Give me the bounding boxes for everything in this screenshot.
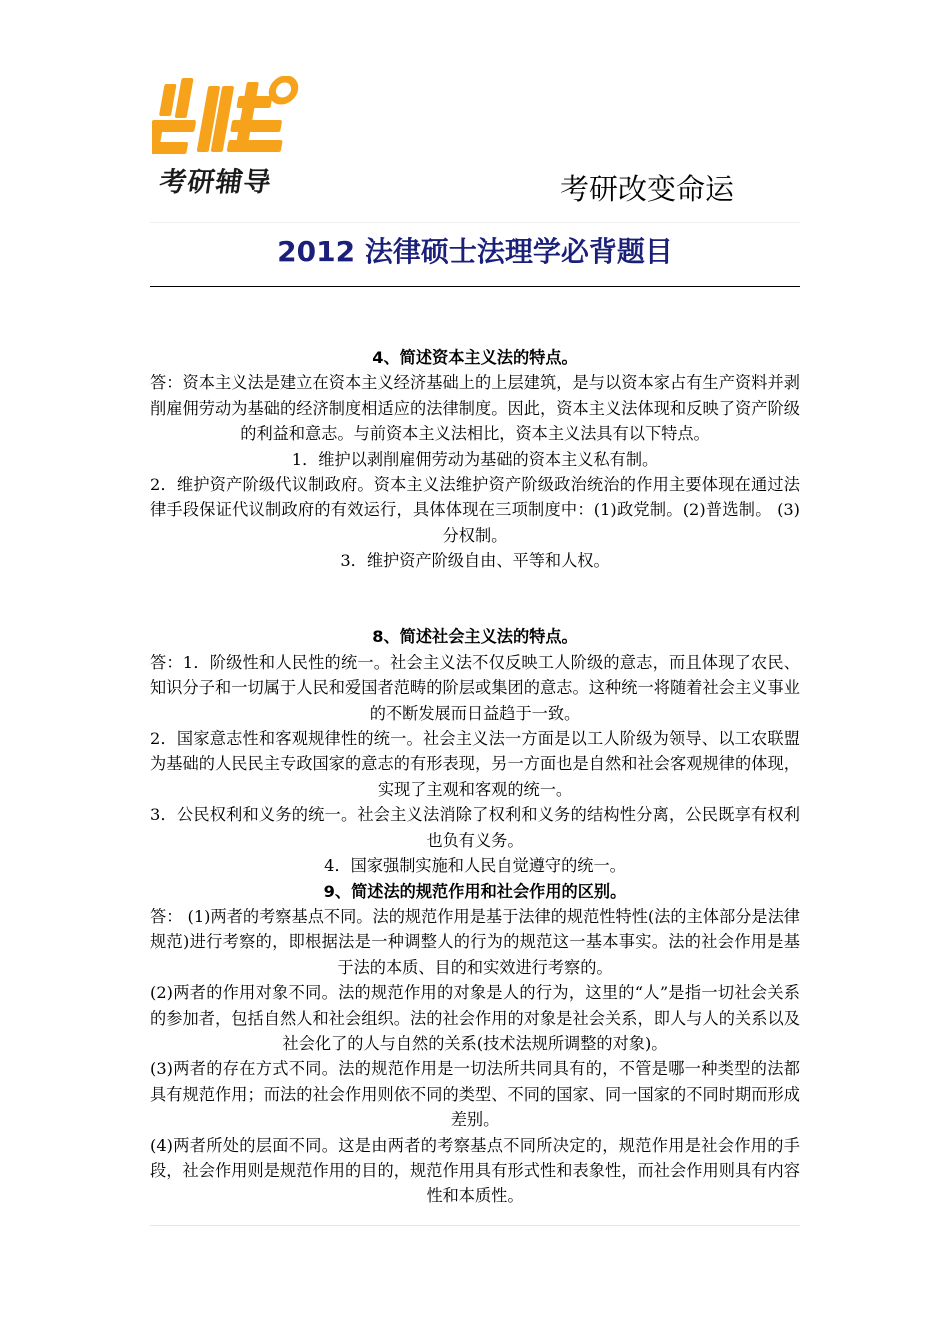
document-title: 2012 法律硕士法理学必背题目 (277, 235, 673, 268)
paragraph: (4)两者所处的层面不同。这是由两者的考察基点不同所决定的，规范作用是社会作用的手段，社会作用则是规范作用的目的，规范作用具有形式性和表象性，而社会作用则具有内容性和本质性。 (150, 1135, 800, 1206)
section-heading: 9、简述法的规范作用和社会作用的区别。 (323, 881, 627, 901)
paragraph: 3．公民权利和义务的统一。社会主义法消除了权利和义务的结构性分离，公民既享有权利也负有义务。 (150, 805, 800, 850)
section-heading: 4、简述资本主义法的特点。 (372, 348, 578, 367)
paragraph: 2．维护资产阶级代议制政府。资本主义法维护资产阶级政治统治的作用主要体现在通过法律手段保证代议制政府的有效运行，具体体现在三项制度中：(1)政党制。(2)普选制。 (3)分权制。 (150, 475, 800, 545)
paragraph: 4．国家强制实施和人民自觉遵守的统一。 (324, 856, 626, 876)
paragraph: 答： (1)两者的考察基点不同。法的规范作用是基于法律的规范性特性(法的主体部分是法律规范)进行考察的，即根据法是一种调整人的行为的规范这一基本事实。法的社会作用是基于法的本质、目的和实效进行考察的。 (150, 906, 800, 977)
paragraph: 答：资本主义法是建立在资本主义经济基础上的上层建筑，是与以资本家占有生产资料并剥削雇佣劳动为基础的经济制度相适应的法律制度。因此，资本主义法体现和反映了资产阶级的利益和意志。与前资本主义法相比，资本主义法具有以下特点。 (150, 373, 800, 444)
document-body (150, 345, 800, 1226)
logo (152, 76, 302, 196)
top-divider (150, 222, 800, 223)
logo-subtitle: 考研辅导 (157, 167, 274, 198)
paragraph: 3．维护资产阶级自由、平等和人权。 (340, 551, 610, 571)
paragraph: (3)两者的存在方式不同。法的规范作用是一切法所共同具有的，不管是哪一种类型的法都具有规范作用；而法的社会作用则依不同的类型、不同的国家、同一国家的不同时期而形成差别。 (150, 1059, 800, 1130)
section-heading: 8、简述社会主义法的特点。 (372, 627, 578, 647)
title-divider (150, 286, 800, 287)
spacer (150, 574, 800, 625)
paragraph: 答：1．阶级性和人民性的统一。社会主义法不仅反映工人阶级的意志，而且体现了农民、知识分子和一切属于人民和爱国者范畴的阶层或集团的意志。这种统一将随着社会主义事业的不断发展而日益趋于一致。 (150, 652, 800, 723)
slogan: 考研改变命运 (560, 172, 735, 206)
paragraph: 2．国家意志性和客观规律性的统一。社会主义法一方面是以工人阶级为领导、以工农联盟为基础的人民民主专政国家的意志的有形表现，另一方面也是自然和社会客观规律的体现，实现了主观和客观的统一。 (150, 729, 800, 799)
paragraph: 1．维护以剥削雇佣劳动为基础的资本主义私有制。 (291, 449, 659, 469)
kaicheng-logo-mark (152, 76, 302, 158)
paragraph: (2)两者的作用对象不同。法的规范作用的对象是人的行为，这里的“人”是指一切社会关系的参加者，包括自然人和社会组织。法的社会作用的对象是社会关系，即人与人的关系以及社会化了的人与自然的关系(技术法规所调整的对象)。 (150, 983, 800, 1053)
